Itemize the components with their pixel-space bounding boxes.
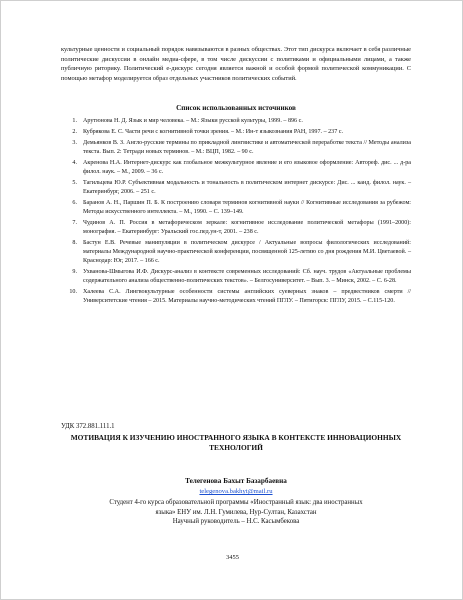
affiliation-line: языка» ЕНУ им. Л.Н. Гумилева, Нур-Султан, Казахстан [155,508,317,516]
affiliation-block [61,498,411,527]
page-number: 3455 [226,554,239,561]
reference-item [61,268,411,286]
reference-number: 9. [72,269,77,276]
reference-text: Арутюнова Н. Д. Язык и мир человека. – М.: Языки русской культуры, 1999. – 896 с. [83,118,303,124]
article-title: МОТИВАЦИЯ К ИЗУЧЕНИЮ ИНОСТРАННОГО ЯЗЫКА В КОНТЕКСТЕ ИННОВАЦИОННЫХ ТЕХНОЛОГИЙ [70,433,402,452]
reference-item [61,288,411,306]
reference-text: Демьянков В. З. Англо-русские термины по прикладной лингвистике и автоматической переработке текста // Методы анализа текста. Вып. 2: Тетради новых терминов. – М.: ВЦП, 1982. – 90 с. [83,140,411,156]
reference-item [61,139,411,157]
reference-item [61,128,411,137]
reference-item [61,179,411,197]
reference-item [61,239,411,266]
affiliation-line: Студент 4-го курса образовательной программы «Иностранный язык: два иностранных [109,499,363,506]
references-list [61,117,411,308]
reference-text: Бастун Е.В. Речевые манипуляции в политическом дискурсе / Актуальные вопросы филологических исследований: материалы Международной научно-практической конференции, посвященной 125-летию со дня рождения М.И. Цветаевой. – Краснодар: Юг, 2017. – 166 с. [83,240,411,264]
reference-text: Чудинов А. П. Россия в метафорическом зеркале: когнитивное исследование политической метафоры (1991–2000): монография. – Екатеринбург: Уральский гос.пед.ун-т, 2001. – 238 с. [83,220,411,236]
udk-code: УДК 372.881.111.1 [61,423,115,430]
reference-number: 3. [72,140,77,147]
reference-text: Тагильцева Ю.Р. Субъективная модальность и тональность в политическом интернет дискурсе: Дис. ... канд. филол. наук. – Екатеринбург, 2006. – 251 с. [83,180,411,196]
reference-number: 8. [72,240,77,247]
reference-item [61,117,411,126]
reference-number: 4. [72,160,77,167]
supervisor-line: Научный руководитель – Н.С. Касымбекова [172,518,300,526]
reference-number: 2. [72,129,77,136]
reference-item [61,159,411,177]
reference-number: 5. [72,180,77,187]
intro-paragraph: культурные ценности и социальный порядок навязываются в разных обществах. Этот тип дискурса включает в себя различные политические дискуссии в онлайн медиа-сфере, в том числе дискуссии с политиками и официальными лицами, а также публичную риторику. Политический е-дискурс сегодня является важной и особой формой политической коммуникации. С помощью метафор моделируется образ отдельных участников политических событий. [61,46,411,82]
author-email-link[interactable]: telegenova.bakhyt@mail.ru [199,488,273,495]
reference-number: 10. [69,289,77,296]
reference-item [61,199,411,217]
reference-text: Акренова Н.А. Интернет-дискурс как глобальное межкультурное явление и его языковое оформление: Автореф. дис. ... д-ра филол. наук. – М., 2009. – 36 с. [83,160,411,176]
reference-text: Баранов А. Н., Паршин П. Б. К построению словаря терминов когнитивной науки // Когнитивные исследования за рубежом: Методы искусственного интеллекта. – М., 1990. – С. 139–149. [83,200,411,216]
reference-text: Ухванова-Шмыгова И.Ф. Дискурс-анализ в контексте современных исследований: Сб. науч. трудов «Актуальные проблемы содержательного анализа общественно-политических текстов». – Белгосуниверситет. – Вып. 3. – Минск, 2002. – С. 6-28. [83,269,411,284]
reference-number: 6. [72,200,77,207]
reference-number: 7. [72,220,77,227]
author-name: Телегенова Бахыт Базарбаевна [185,477,287,485]
reference-text: Халеева С.А. Лингвокультурные особенности системы английских суеверных знаков – предвестников смерти // Университетские чтения – 2015. Материалы научно-методических чтений ПГЛУ. – Пятигорск: ПГЛУ, 2015. – С.115-120. [83,289,411,304]
reference-text: Кубрякова Е. С. Части речи с когнитивной точки зрения. – М.: Ин-т языкознания РАН, 1997. – 237 с. [83,129,344,136]
references-title: Список использованных источников [176,104,296,112]
reference-number: 1. [72,118,77,124]
reference-item [61,219,411,237]
